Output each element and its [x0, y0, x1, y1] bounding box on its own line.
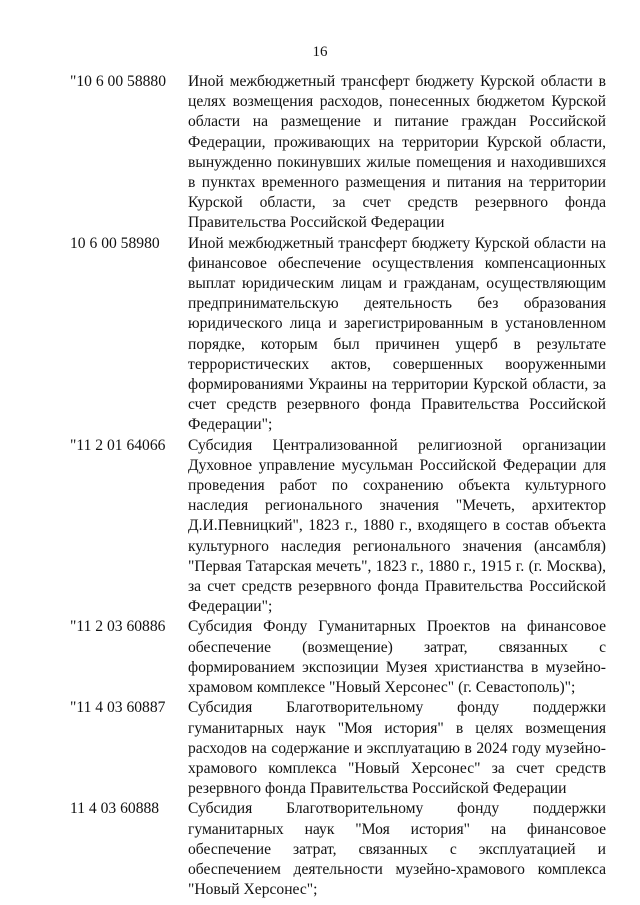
- page-number: 16: [312, 44, 328, 60]
- budget-code: 10 6 00 58980: [70, 234, 160, 252]
- budget-description: Иной межбюджетный трансферт бюджету Курской области на финансовое обеспечение осуществления компенсационных выплат юридическим лицам и гражданам, осуществляющим предпринимательскую деятельность без образования юридического лица и зарегистрированным в установленном порядке, которым был причинен ущерб в результате террористических актов, совершенных вооруженными формированиями Украины на территории Курской области, за счет средств резервного фонда Правительства Российской Федерации";: [188, 234, 606, 434]
- list-item: [70, 72, 606, 234]
- list-item: [70, 436, 606, 618]
- budget-classification-list: [70, 72, 606, 900]
- budget-description: Субсидия Фонду Гуманитарных Проектов на финансовое обеспечение (возмещение) затрат, связанных с формированием экспозиции Музея христианства в музейно-храмовом комплексе "Новый Херсонес" (г. Севастополь)";: [188, 618, 606, 697]
- list-item: [70, 617, 606, 698]
- budget-description: Субсидия Благотворительному фонду поддержки гуманитарных наук "Моя история" в целях возмещения расходов на содержание и эксплуатацию в 2024 году музейно-храмового комплекса "Новый Херсонес" за счет средств резервного фонда Правительства Российской Федерации: [188, 699, 606, 798]
- budget-code: "11 2 03 60886: [70, 618, 166, 636]
- budget-description: Субсидия Централизованной религиозной организации Духовное управление мусульман Российской Федерации для проведения работ по сохранению объекта культурного наследия регионального значения "Мечеть, архитектор Д.И.Певницкий", 1823 г., 1880 г., входящего в состав объекта культурного наследия регионального значения (ансамбля) "Первая Татарская мечеть", 1823 г., 1880 г., 1915 г. (г. Москва), за счет средств резервного фонда Правительства Российской Федерации";: [188, 436, 606, 616]
- budget-code: "10 6 00 58880: [70, 73, 167, 90]
- budget-code: "11 2 01 64066: [70, 436, 166, 454]
- list-item: [70, 698, 606, 799]
- budget-description: Иной межбюджетный трансферт бюджету Курской области в целях возмещения расходов, понесенных бюджетом Курской области на размещение и питание граждан Российской Федерации, проживающих на территории Курской области, вынужденно покинувших жилые помещения и находившихся в пунктах временного размещения и питания на территории Курской области, за счет средств резервного фонда Правительства Российской Федерации: [188, 73, 606, 232]
- list-item: [70, 234, 606, 436]
- budget-code: 11 4 03 60888: [70, 800, 160, 818]
- list-item: [70, 799, 606, 900]
- budget-code: "11 4 03 60887: [70, 699, 166, 717]
- budget-description: Субсидия Благотворительному фонду поддержки гуманитарных наук "Моя история" на финансовое обеспечение затрат, связанных с эксплуатацией и обеспечением деятельности музейно-храмового комплекса "Новый Херсонес";: [188, 800, 606, 899]
